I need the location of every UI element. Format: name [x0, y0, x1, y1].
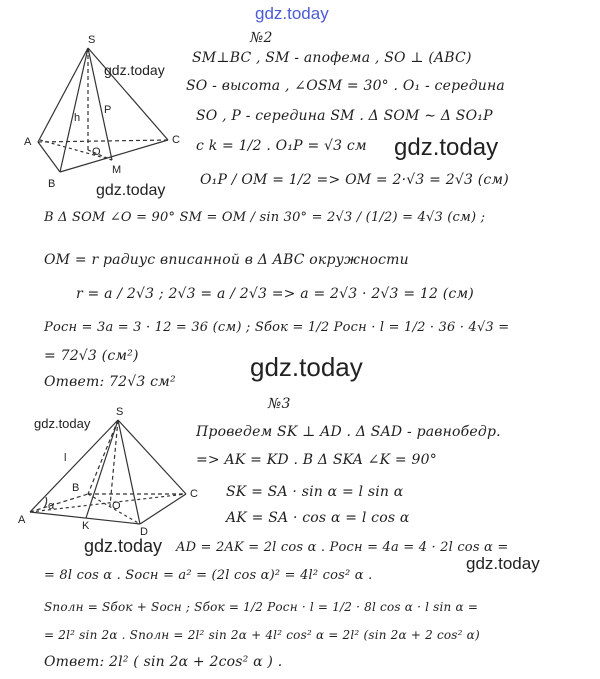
- fig2-label-o: O: [112, 500, 121, 512]
- problem-3-line: AK = SA · cos α = l cos α: [226, 510, 410, 526]
- problem-3-line: SK = SA · sin α = l sin α: [226, 484, 404, 500]
- problem-3-number: №3: [268, 396, 291, 412]
- problem-2-line: SM⊥BC , SM - апофема , SO ⊥ (ABC): [192, 50, 472, 66]
- fig2-label-alpha: α: [48, 500, 55, 512]
- problem-2-line: SO , P - середина SM . Δ SOM ∼ Δ SO₁P: [196, 108, 493, 124]
- watermark: gdz.today: [84, 536, 163, 556]
- problem-3-line: = 8l cos α . Sосн = a² = (2l cos α)² = 4l² cos² α .: [44, 568, 373, 583]
- problem-3-line: Sполн = Sбок + Sосн ; Sбок = 1/2 Pосн · l = 1/2 · 8l cos α · l sin α =: [44, 600, 479, 614]
- problem-2-line: O₁P / OM = 1/2 => OM = 2·√3 = 2√3 (см): [200, 172, 509, 188]
- problem-2-line: r = a / 2√3 ; 2√3 = a / 2√3 => a = 2√3 · 2√3 = 12 (см): [76, 286, 474, 302]
- watermark: gdz.today: [250, 352, 363, 382]
- problem-2-line: Pосн = 3a = 3 · 12 = 36 (см) ; Sбок = 1/2 Pосн · l = 1/2 · 36 · 4√3 =: [44, 320, 510, 335]
- watermark: gdz.today: [96, 182, 166, 199]
- watermark: gdz.today: [394, 134, 499, 161]
- problem-2-line: OM = r радиус вписанной в Δ ABC окружности: [44, 252, 409, 268]
- problem-2-line: с k = 1/2 . O₁P = √3 см: [196, 138, 367, 154]
- fig1-label-h: h: [74, 112, 81, 124]
- problem-3-answer: Ответ: 2l² ( sin 2α + 2cos² α ) .: [44, 654, 283, 670]
- fig1-label-s: S: [88, 34, 96, 46]
- problem-2-number: №2: [250, 30, 273, 46]
- watermark: gdz.today: [104, 62, 165, 78]
- watermark: gdz.today: [466, 554, 540, 573]
- watermark: gdz.today: [34, 416, 91, 431]
- fig2-label-b: B: [72, 482, 80, 494]
- problem-2-line: В Δ SOM ∠O = 90° SM = OM / sin 30° = 2√3 / (1/2) = 4√3 (см) ;: [44, 210, 486, 225]
- fig1-label-p: P: [104, 104, 112, 116]
- fig2-label-d: D: [140, 526, 148, 538]
- problem-2-line: = 72√3 (см²): [44, 348, 139, 364]
- problem-3-line: => AK = KD . В Δ SKA ∠K = 90°: [196, 452, 437, 468]
- fig1-label-c: C: [172, 134, 180, 146]
- fig1-label-m: M: [112, 164, 122, 176]
- watermark-top: gdz.today: [255, 4, 329, 23]
- problem-2-answer: Ответ: 72√3 см²: [44, 374, 176, 390]
- fig2-label-k: K: [82, 520, 90, 532]
- fig2-label-a: A: [18, 514, 26, 526]
- fig2-label-l: l: [64, 452, 67, 464]
- fig2-label-s: S: [116, 406, 124, 418]
- fig1-label-o: O: [92, 146, 101, 158]
- problem-3-line: = 2l² sin 2α . Sполн = 2l² sin 2α + 4l² cos² α = 2l² (sin 2α + 2 cos² α): [44, 628, 480, 642]
- fig1-label-b: B: [48, 178, 56, 190]
- fig1-label-a: A: [24, 136, 32, 148]
- fig2-label-c: C: [190, 488, 198, 500]
- problem-2-line: SO - высота , ∠OSM = 30° . O₁ - середина: [186, 78, 505, 94]
- problem-3-line: Проведем SK ⊥ AD . Δ SAD - равнобедр.: [196, 424, 501, 440]
- problem-3-line: AD = 2AK = 2l cos α . Pосн = 4a = 4 · 2l cos α =: [176, 540, 509, 555]
